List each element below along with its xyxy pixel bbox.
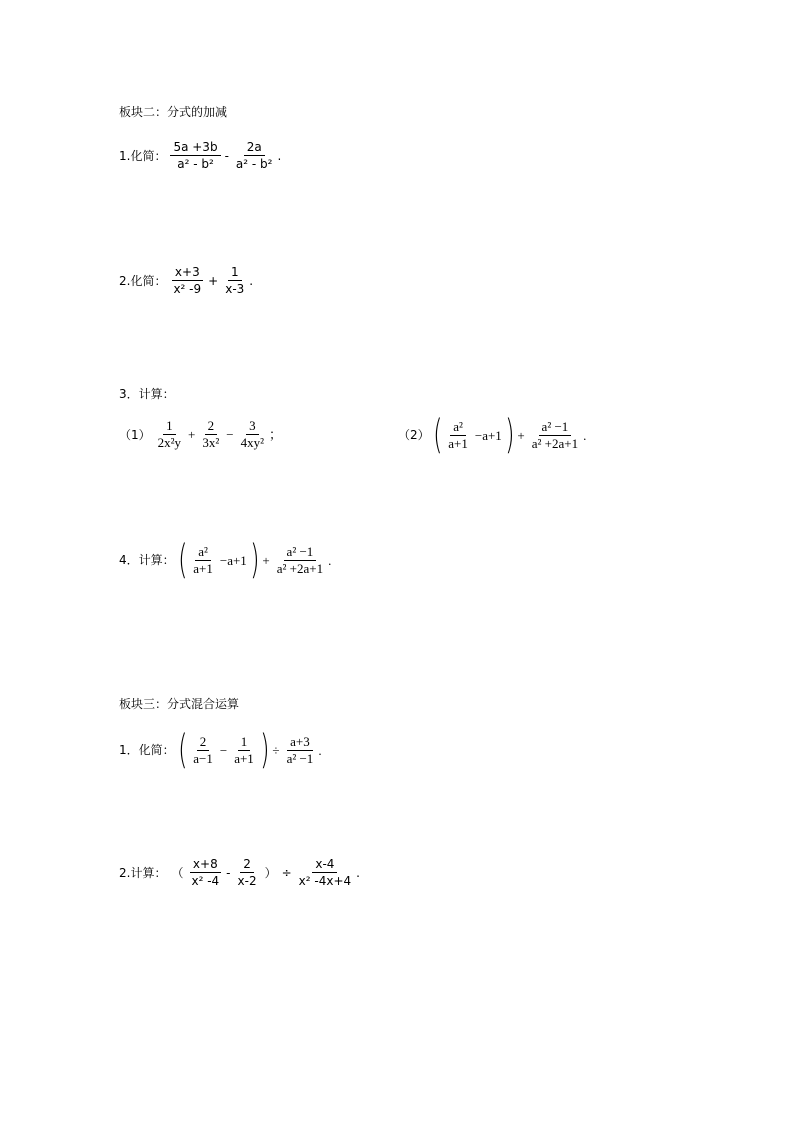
numerator: 2 <box>240 856 254 873</box>
problem-2-3-sub1 <box>119 418 282 451</box>
denominator: a−1 <box>193 750 213 766</box>
denominator: x² -9 <box>173 282 202 296</box>
numerator: 2 <box>197 734 210 751</box>
period: . <box>277 148 282 163</box>
right-paren: ) <box>249 537 260 583</box>
operator: + <box>517 427 525 443</box>
operator: - <box>224 148 229 163</box>
operator: + <box>208 273 219 288</box>
fraction <box>188 856 222 889</box>
numerator: 5a +3b <box>170 139 220 156</box>
problem-2-3 <box>119 388 177 400</box>
fraction <box>231 734 257 767</box>
numerator: a² <box>195 544 211 561</box>
problem-label: 3．计算： <box>119 387 175 401</box>
period: . <box>583 427 587 443</box>
problem-2-2 <box>119 264 253 297</box>
section3-title-text: 板块三：分式混合运算 <box>119 697 240 711</box>
denominator: x-3 <box>225 282 245 296</box>
denominator: a+1 <box>234 750 254 766</box>
fraction <box>170 139 220 172</box>
denominator: a² +2a+1 <box>531 435 579 451</box>
section3-title <box>119 698 239 710</box>
numerator: x+3 <box>172 264 203 281</box>
fraction <box>190 544 216 577</box>
denominator: a² - b² <box>235 157 273 171</box>
denominator: a² - b² <box>177 157 214 171</box>
fraction <box>199 418 222 451</box>
fraction <box>190 734 216 767</box>
operator: + <box>262 552 270 568</box>
left-paren: （ <box>171 865 184 880</box>
operator: − <box>226 427 234 442</box>
numerator: 2a <box>244 139 265 156</box>
denominator: 3x² <box>202 435 220 450</box>
section2-title-text: 板块二：分式的加减 <box>119 105 228 119</box>
sub-label: （2） <box>398 428 430 442</box>
right-paren: ） <box>264 865 277 880</box>
numerator: 1 <box>163 418 176 435</box>
period: . <box>249 273 254 288</box>
denominator: a+1 <box>193 560 213 576</box>
left-paren: ( <box>177 537 188 583</box>
problem-label: 2.计算： <box>119 865 167 880</box>
numerator: x+8 <box>190 856 221 873</box>
numerator: 1 <box>228 264 242 281</box>
section2-title <box>119 106 227 118</box>
numerator: 2 <box>205 418 218 435</box>
sub-label: （1） <box>119 427 151 442</box>
problem-2-3-sub2 <box>398 412 587 458</box>
denominator: x² -4 <box>191 874 220 888</box>
numerator: a² −1 <box>539 419 572 436</box>
operator: + <box>188 427 196 442</box>
problem-2-1 <box>119 139 281 172</box>
problem-label: 1.化简： <box>119 148 167 163</box>
fraction <box>235 856 260 889</box>
operator: - <box>226 865 231 880</box>
fraction <box>296 856 354 889</box>
fraction <box>222 264 247 297</box>
problem-label: 1．化简： <box>119 743 175 757</box>
expression-term: −a+1 <box>219 552 247 568</box>
numerator: 1 <box>238 734 251 751</box>
denominator: x-2 <box>237 874 257 888</box>
numerator: a² −1 <box>284 544 317 561</box>
fraction <box>233 139 276 172</box>
period: . <box>318 742 322 758</box>
operator: ÷ <box>281 865 292 880</box>
period: . <box>356 865 360 880</box>
fraction <box>445 419 471 452</box>
right-paren: ) <box>504 412 515 458</box>
numerator: a² <box>450 419 466 436</box>
fraction <box>155 418 184 451</box>
denominator: a² −1 <box>286 750 314 766</box>
problem-label: 4．计算： <box>119 553 175 567</box>
denominator: 4xy² <box>240 435 265 450</box>
fraction <box>274 544 326 577</box>
problem-3-2 <box>119 856 360 889</box>
operator: ÷ <box>272 742 280 758</box>
operator: − <box>219 742 228 758</box>
expression-term: −a+1 <box>474 427 502 443</box>
fraction <box>529 419 581 452</box>
period: . <box>328 552 332 568</box>
left-paren: ( <box>177 727 188 773</box>
numerator: a+3 <box>287 734 313 751</box>
problem-label: 2.化简： <box>119 273 167 288</box>
denominator: a+1 <box>448 435 468 451</box>
right-paren: ) <box>259 727 270 773</box>
semicolon: ； <box>269 427 283 442</box>
numerator: x-4 <box>312 856 337 873</box>
denominator: x² -4x+4 <box>298 874 352 888</box>
fraction <box>284 734 317 767</box>
left-paren: ( <box>432 412 443 458</box>
fraction <box>238 418 267 451</box>
problem-3-1 <box>119 727 322 773</box>
denominator: a² +2a+1 <box>276 560 324 576</box>
problem-2-4 <box>119 537 332 583</box>
denominator: 2x²y <box>157 435 182 450</box>
numerator: 3 <box>246 418 259 435</box>
fraction <box>170 264 204 297</box>
